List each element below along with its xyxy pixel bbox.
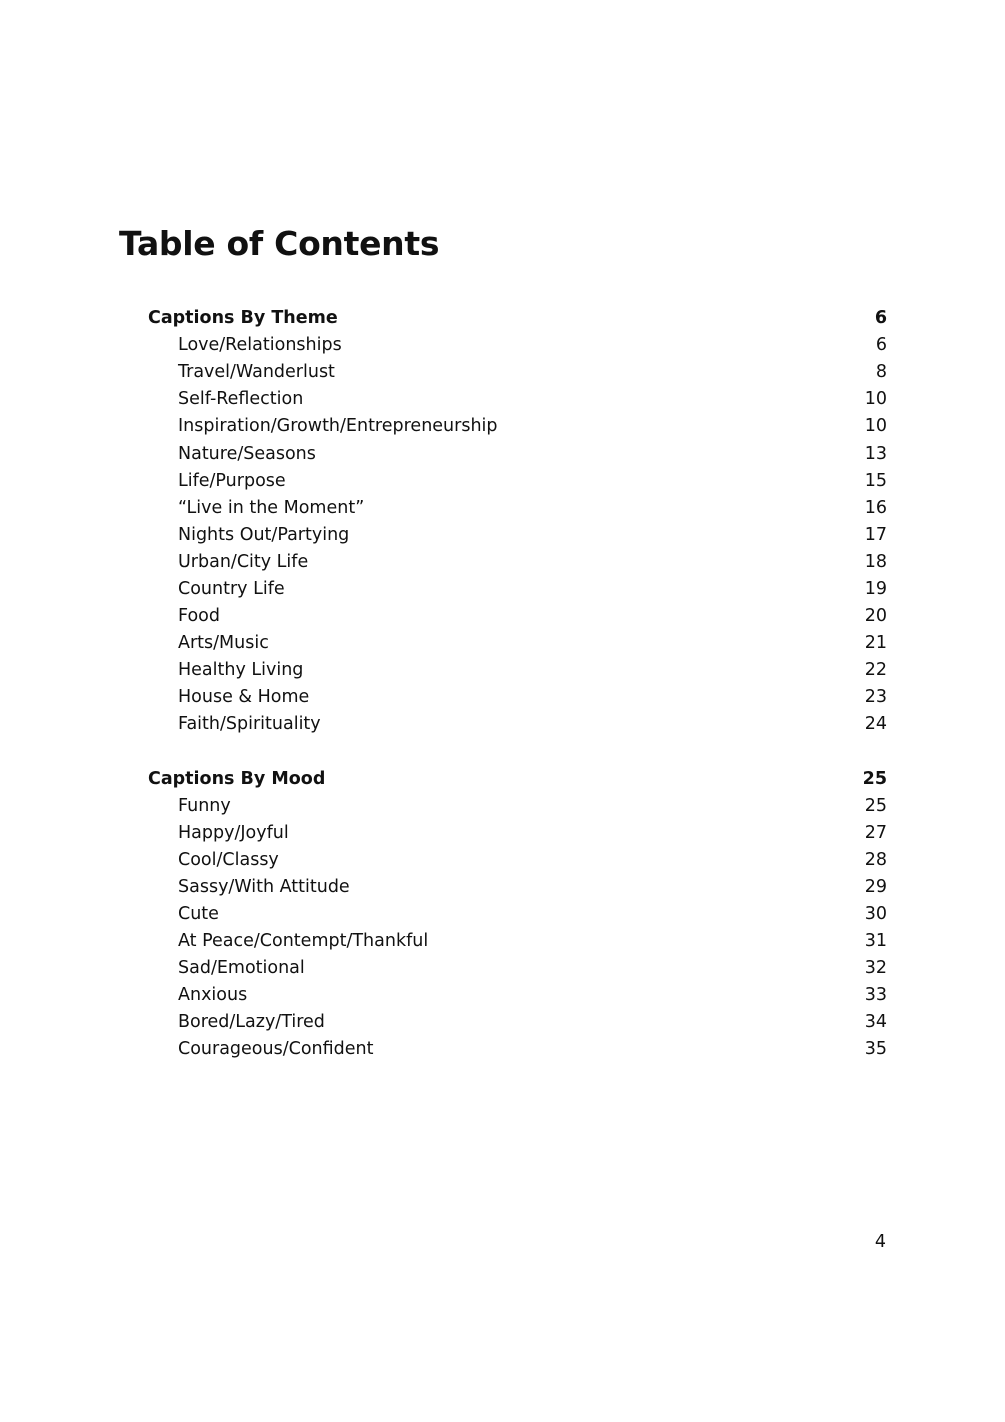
toc-entry[interactable] [148, 982, 887, 1009]
toc-heading-captions-by-mood[interactable] [148, 766, 887, 793]
toc-entry[interactable] [148, 901, 887, 928]
toc-entry-label: Anxious [178, 985, 248, 1006]
toc-entry-page: 33 [864, 985, 887, 1006]
toc-entry[interactable] [148, 495, 887, 522]
toc-entry[interactable] [148, 1036, 887, 1063]
toc-entry-label: Sad/Emotional [178, 958, 305, 979]
toc-entry-label: Country Life [178, 578, 285, 599]
toc-entry-label: Healthy Living [178, 660, 304, 681]
toc-entry-label: Nature/Seasons [178, 443, 316, 464]
toc-entry[interactable] [148, 847, 887, 874]
toc-entry[interactable] [148, 603, 887, 630]
page-number: 4 [874, 1232, 886, 1252]
toc-entry-page: 8 [875, 362, 887, 383]
toc-entry-label: Cute [178, 904, 219, 925]
toc-section-theme [148, 305, 887, 739]
toc-entry-label: Faith/Spirituality [178, 714, 321, 735]
toc-entry[interactable] [148, 874, 887, 901]
toc-entry-page: 13 [864, 443, 887, 464]
toc-entry-label: Love/Relationships [178, 335, 342, 356]
toc-entry-page: 21 [864, 633, 887, 654]
toc-heading-page: 25 [862, 768, 887, 789]
toc-heading-label: Captions By Mood [148, 768, 326, 789]
toc-entry[interactable] [148, 332, 887, 359]
toc-heading-captions-by-theme[interactable] [148, 305, 887, 332]
toc-section-mood [148, 766, 887, 1064]
toc-entry-label: House & Home [178, 687, 310, 708]
toc-entry-page: 15 [864, 470, 887, 491]
toc-entry[interactable] [148, 793, 887, 820]
toc-entry[interactable] [148, 576, 887, 603]
toc-entry-page: 19 [864, 578, 887, 599]
toc-entry-label: Happy/Joyful [178, 822, 289, 843]
toc-entry-label: “Live in the Moment” [178, 497, 365, 518]
toc-entry-page: 25 [864, 795, 887, 816]
toc-entry-label: Cool/Classy [178, 849, 279, 870]
toc-entry-page: 31 [864, 931, 887, 952]
toc-entry-page: 6 [875, 335, 887, 356]
toc-entry[interactable] [148, 630, 887, 657]
toc-entry-label: Travel/Wanderlust [178, 362, 335, 383]
toc-entry-page: 34 [864, 1012, 887, 1033]
toc-entry-page: 18 [864, 551, 887, 572]
toc-entry[interactable] [148, 1009, 887, 1036]
toc-entry[interactable] [148, 928, 887, 955]
toc-entry-label: Food [178, 606, 220, 627]
toc-entry[interactable] [148, 684, 887, 711]
toc-entry[interactable] [148, 820, 887, 847]
page-title: Table of Contents [119, 224, 440, 263]
toc-entry-page: 23 [864, 687, 887, 708]
toc-entry-label: Life/Purpose [178, 470, 286, 491]
toc-entry-page: 10 [864, 389, 887, 410]
toc-entry[interactable] [148, 413, 887, 440]
toc-entry-label: Inspiration/Growth/Entrepreneurship [178, 416, 498, 437]
toc-entry[interactable] [148, 657, 887, 684]
toc-heading-label: Captions By Theme [148, 308, 338, 329]
toc-entry-page: 27 [864, 822, 887, 843]
toc-entry[interactable] [148, 549, 887, 576]
toc-entry-label: Bored/Lazy/Tired [178, 1012, 325, 1033]
toc-entry-label: Urban/City Life [178, 551, 309, 572]
toc-entry[interactable] [148, 468, 887, 495]
toc-entry-label: Nights Out/Partying [178, 524, 350, 545]
toc-entry-label: At Peace/Contempt/Thankful [178, 931, 429, 952]
toc-entry-page: 16 [864, 497, 887, 518]
table-of-contents [148, 305, 887, 1091]
toc-entry-page: 35 [864, 1039, 887, 1060]
toc-entry-page: 28 [864, 849, 887, 870]
toc-entry-page: 22 [864, 660, 887, 681]
toc-entry[interactable] [148, 711, 887, 738]
toc-entry-page: 29 [864, 876, 887, 897]
toc-entry[interactable] [148, 386, 887, 413]
toc-entry-page: 30 [864, 904, 887, 925]
toc-entry-page: 20 [864, 606, 887, 627]
toc-heading-page: 6 [874, 308, 887, 329]
toc-entry-page: 24 [864, 714, 887, 735]
toc-entry[interactable] [148, 440, 887, 467]
toc-entry-label: Funny [178, 795, 231, 816]
toc-entry-page: 17 [864, 524, 887, 545]
toc-entry-page: 32 [864, 958, 887, 979]
toc-entry[interactable] [148, 522, 887, 549]
toc-entry-label: Arts/Music [178, 633, 269, 654]
toc-entry[interactable] [148, 359, 887, 386]
toc-entry-page: 10 [864, 416, 887, 437]
toc-entry-label: Sassy/With Attitude [178, 876, 350, 897]
toc-entry-label: Self-Reflection [178, 389, 304, 410]
toc-entry[interactable] [148, 955, 887, 982]
toc-entry-label: Courageous/Confident [178, 1039, 374, 1060]
